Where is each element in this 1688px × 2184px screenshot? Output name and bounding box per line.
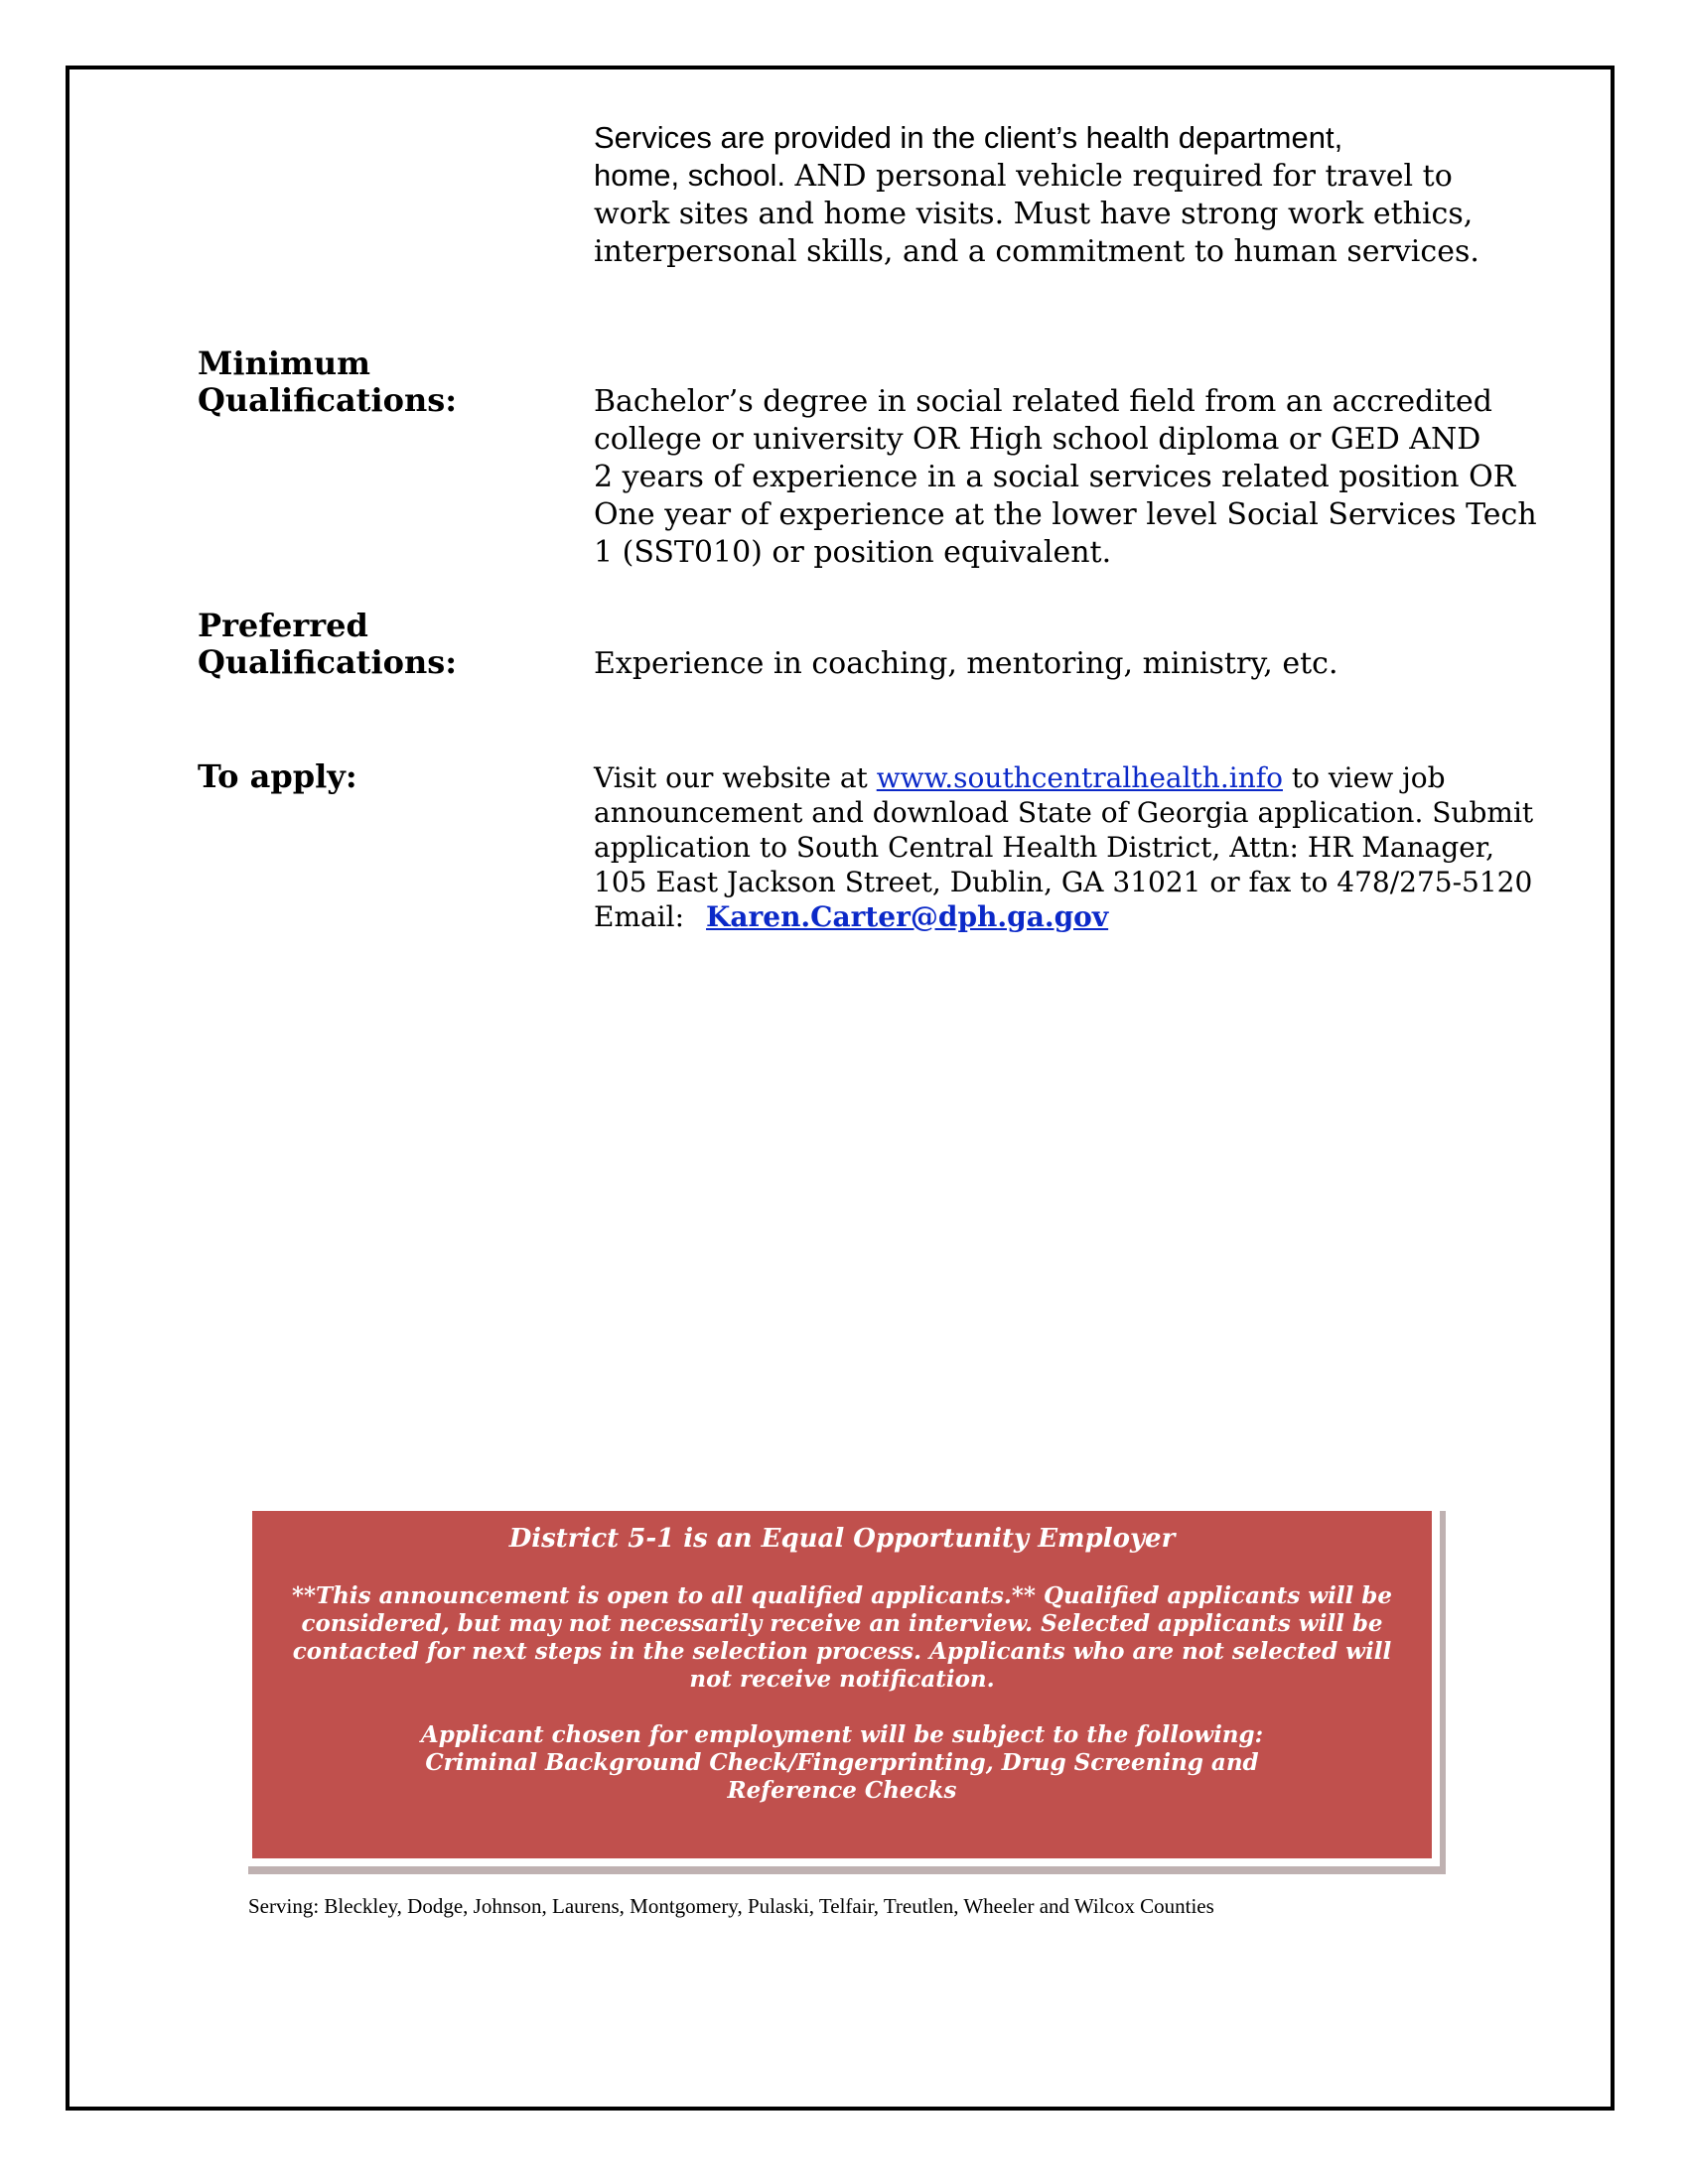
eoe-title: District 5-1 is an Equal Opportunity Employer <box>508 1524 1176 1554</box>
minimum-line: college or university OR High school diploma or GED AND <box>594 422 1481 457</box>
serving-counties-footer: Serving: Bleckley, Dodge, Johnson, Laurens, Montgomery, Pulaski, Telfair, Treutlen, Wheeler and Wilcox Counties <box>248 1894 1214 1918</box>
minimum-line: One year of experience at the lower level Social Services Tech <box>594 497 1537 532</box>
eoe-para1-line: **This announcement is open to all qualified applicants.** Qualified applicants will be <box>291 1582 1393 1609</box>
minimum-qualifications-label: Minimum Qualifications: <box>198 344 458 419</box>
eoe-box <box>244 1503 1440 1866</box>
intro-line: work sites and home visits. Must have strong work ethics, <box>594 197 1474 231</box>
intro-line: Services are provided in the client’s health department, <box>594 120 1343 155</box>
preferred-qualifications-text: Experience in coaching, mentoring, ministry, etc. <box>594 646 1338 681</box>
apply-line: application to South Central Health District, Attn: HR Manager, <box>594 831 1495 864</box>
minimum-line: 2 years of experience in a social services related position OR <box>594 460 1516 494</box>
email-link[interactable]: Karen.Carter@dph.ga.gov <box>706 900 1109 933</box>
to-apply-label: To apply: <box>198 757 357 795</box>
eoe-para2-line: Criminal Background Check/Fingerprinting, Drug Screening and <box>425 1749 1259 1776</box>
eoe-para2-line: Reference Checks <box>727 1777 957 1804</box>
minimum-qualifications-text <box>594 383 1537 572</box>
eoe-para1-line: not receive notification. <box>689 1666 995 1693</box>
minimum-line: 1 (SST010) or position equivalent. <box>594 535 1112 570</box>
eoe-para1-line: considered, but may not necessarily receive an interview. Selected applicants will be <box>301 1610 1383 1637</box>
minimum-line: Bachelor’s degree in social related field from an accredited <box>594 384 1492 419</box>
intro-line: AND personal vehicle required for travel to <box>785 159 1453 194</box>
intro-line: home, school. <box>594 158 785 193</box>
eoe-para1-line: contacted for next steps in the selection process. Applicants who are not selected will <box>292 1638 1392 1665</box>
apply-line: 105 East Jackson Street, Dublin, GA 31021 or fax to 478/275-5120 <box>594 866 1533 898</box>
eoe-para2-line: Applicant chosen for employment will be subject to the following: <box>420 1721 1264 1748</box>
email-label: Email: <box>594 900 685 933</box>
intro-paragraph <box>594 119 1497 271</box>
eoe-inner <box>252 1511 1432 1858</box>
website-link[interactable]: www.southcentralhealth.info <box>876 761 1283 794</box>
intro-line: interpersonal skills, and a commitment to human services. <box>594 234 1479 269</box>
apply-text: Visit our website at www.southcentralhealth.info to view job announcement and download State of Georgia application. Submit application to South Central Health District, Attn: HR Manager, 105 East Jackson Street, Dublin, GA 31021 or fax to 478/275-5120 Email: Karen.Carter@dph.ga.gov <box>594 761 1534 933</box>
apply-line: announcement and download State of Georgia application. Submit <box>594 796 1534 829</box>
preferred-qualifications-label: Preferred Qualifications: <box>198 607 458 681</box>
